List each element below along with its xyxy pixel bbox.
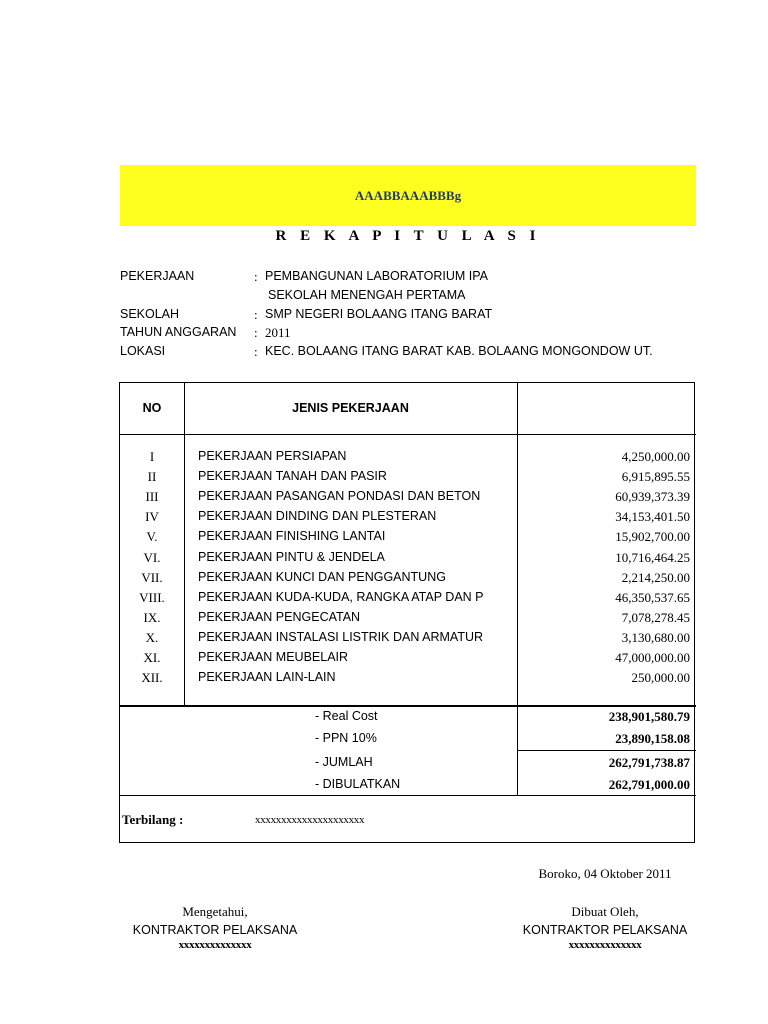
page-title: R E K A P I T U L A S I [275, 228, 541, 244]
right-signature [500, 904, 710, 951]
table-row [120, 650, 696, 670]
summary-label: - PPN 10% [315, 731, 377, 745]
header-bottom-line [120, 434, 696, 435]
tahun-value: 2011 [265, 325, 291, 340]
terbilang-value: xxxxxxxxxxxxxxxxxxxxx [255, 814, 365, 826]
summary-label: - DIBULATKAN [315, 777, 401, 791]
row-job: PEKERJAAN PASANGAN PONDASI DAN BETON [198, 489, 481, 504]
summary-label: - JUMLAH [315, 755, 373, 769]
summary-row [120, 755, 696, 777]
summary-row [120, 731, 696, 753]
row-number: I [149, 449, 155, 464]
row-job: PEKERJAAN KUNCI DAN PENGGANTUNG [198, 569, 446, 584]
left-sig-role: KONTRAKTOR PELAKSANA [132, 923, 298, 937]
row-job: PEKERJAAN FINISHING LANTAI [198, 529, 386, 544]
row-number: VI. [143, 549, 161, 565]
left-sig-name: xxxxxxxxxxxxxx [178, 939, 252, 951]
row-number: III [145, 489, 159, 505]
header-no: NO [142, 401, 162, 415]
right-sig-title: Dibuat Oleh, [571, 904, 639, 919]
pekerjaan-value-2: SEKOLAH MENENGAH PERTAMA [268, 288, 466, 302]
lokasi-label: LOKASI [120, 344, 166, 358]
table-row [120, 509, 696, 529]
pekerjaan-colon: : [254, 269, 258, 284]
right-sig-role: KONTRAKTOR PELAKSANA [522, 923, 688, 937]
table-row [120, 529, 696, 549]
sekolah-colon: : [254, 307, 258, 322]
row-number: X. [145, 629, 159, 645]
table-row [120, 670, 696, 690]
summary-value: 262,791,000.00 [608, 777, 690, 792]
left-sig-title: Mengetahui, [182, 904, 248, 919]
row-number: VII. [141, 569, 163, 585]
tahun-label: TAHUN ANGGARAN [120, 325, 237, 339]
table-row [120, 610, 696, 630]
right-sig-name: xxxxxxxxxxxxxx [568, 939, 642, 951]
summary-value: 262,791,738.87 [608, 755, 690, 770]
row-job: PEKERJAAN LAIN-LAIN [198, 670, 336, 685]
row-number: XI. [143, 650, 161, 665]
lokasi-colon: : [254, 344, 258, 359]
summary-label: - Real Cost [315, 709, 378, 723]
summary-row [120, 777, 696, 799]
table-row [120, 489, 696, 509]
row-amount: 7,078,278.45 [621, 609, 690, 625]
row-number: IV [145, 509, 159, 525]
table-row [120, 550, 696, 570]
row-number: V. [146, 529, 158, 545]
row-amount: 46,350,537.65 [615, 589, 690, 605]
summary-value: 23,890,158.08 [615, 731, 690, 746]
terbilang-label: Terbilang : [122, 812, 184, 827]
left-signature [110, 904, 320, 951]
table-row [120, 590, 696, 610]
summary-top-line [120, 705, 696, 707]
row-amount: 3,130,680.00 [621, 629, 690, 645]
place-date: Boroko, 04 Oktober 2011 [538, 866, 672, 881]
row-number: IX. [143, 609, 161, 625]
row-amount: 34,153,401.50 [615, 509, 690, 525]
row-job: PEKERJAAN INSTALASI LISTRIK DAN ARMATUR [198, 629, 484, 644]
row-job: PEKERJAAN PENGECATAN [198, 609, 361, 624]
row-job: PEKERJAAN TANAH DAN PASIR [198, 469, 387, 484]
row-number: II [147, 469, 157, 485]
table-row [120, 570, 696, 590]
tahun-colon: : [254, 325, 258, 340]
header-jenis: JENIS PEKERJAAN [292, 401, 409, 415]
rekap-table [119, 382, 695, 843]
table-row [120, 449, 696, 469]
sekolah-label: SEKOLAH [120, 307, 180, 321]
header-banner [120, 165, 696, 226]
row-amount: 10,716,464.25 [615, 549, 690, 565]
row-amount: 6,915,895.55 [621, 469, 690, 485]
banner-text: AAABBAAABBBg [354, 187, 462, 203]
summary-value: 238,901,580.79 [608, 709, 690, 724]
row-amount: 2,214,250.00 [621, 569, 690, 585]
summary-row [120, 709, 696, 731]
row-amount: 4,250,000.00 [621, 449, 690, 464]
row-job: PEKERJAAN MEUBELAIR [198, 650, 349, 664]
sekolah-value: SMP NEGERI BOLAANG ITANG BARAT [265, 307, 493, 321]
col-divider-amount [517, 383, 518, 435]
row-job: PEKERJAAN KUDA-KUDA, RANGKA ATAP DAN P [198, 589, 484, 604]
table-row [120, 469, 696, 489]
pekerjaan-label: PEKERJAAN [120, 269, 195, 283]
row-job: PEKERJAAN PINTU & JENDELA [198, 549, 385, 564]
row-amount: 60,939,373.39 [615, 489, 690, 505]
table-row [120, 630, 696, 650]
row-job: PEKERJAAN PERSIAPAN [198, 449, 347, 463]
pekerjaan-value: PEMBANGUNAN LABORATORIUM IPA [265, 269, 488, 283]
row-job: PEKERJAAN DINDING DAN PLESTERAN [198, 509, 437, 524]
row-number: VIII. [139, 589, 165, 605]
row-amount: 15,902,700.00 [615, 529, 690, 545]
row-amount: 47,000,000.00 [615, 650, 690, 665]
row-number: XII. [141, 670, 163, 686]
lokasi-value: KEC. BOLAANG ITANG BARAT KAB. BOLAANG MONGONDOW UT. [265, 344, 653, 358]
row-amount: 250,000.00 [631, 670, 690, 686]
